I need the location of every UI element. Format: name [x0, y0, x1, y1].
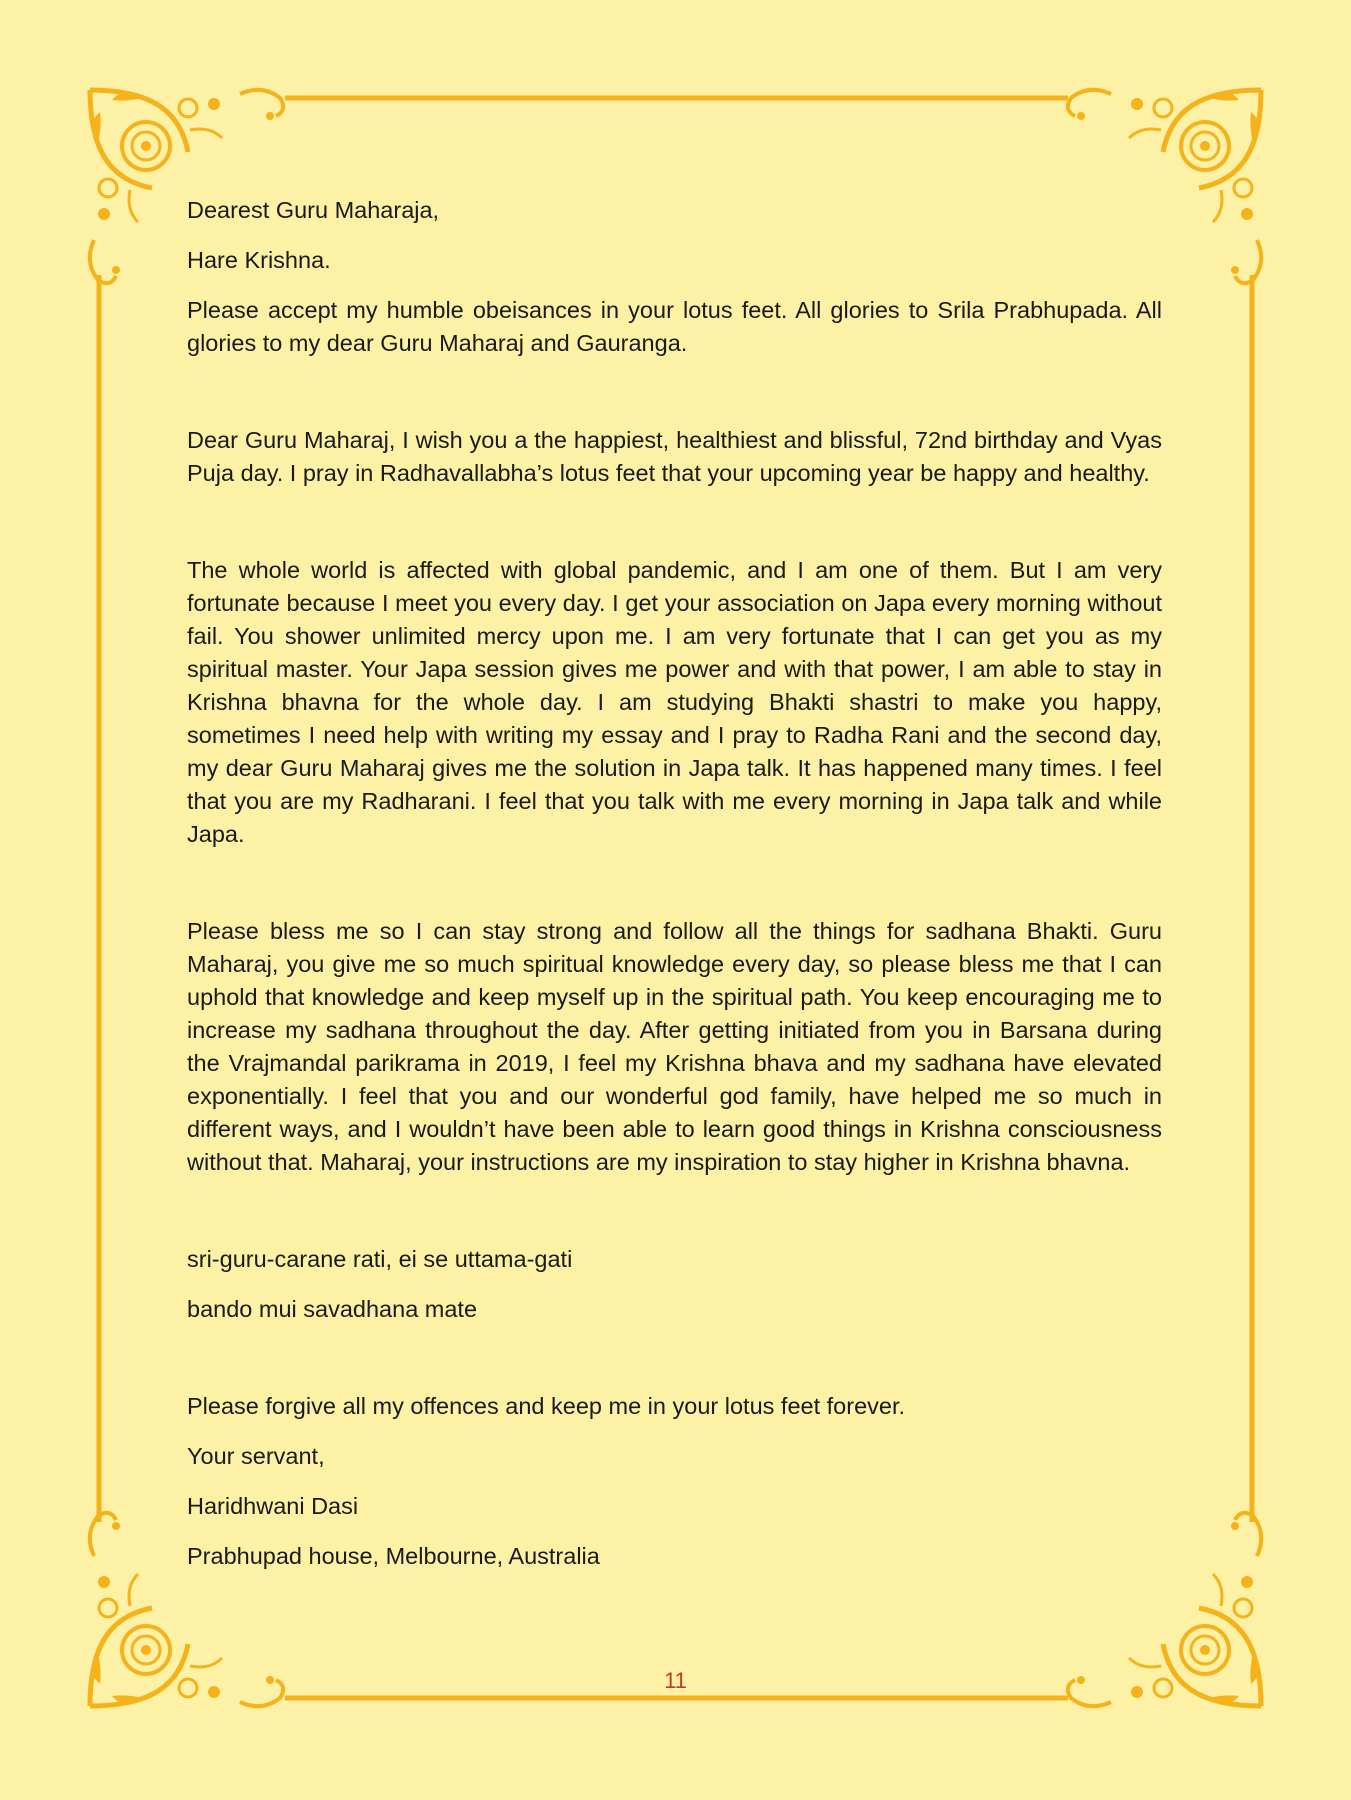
closing-request: Please forgive all my offences and keep me in your lotus feet forever.	[187, 1393, 906, 1419]
author-name: Haridhwani Dasi	[187, 1493, 359, 1519]
obeisances: Please accept my humble obeisances in your lotus feet. All glories to Srila Prabhupada. All glories to my dear Guru Maharaj and Gauranga.	[187, 297, 1162, 356]
salutation: Dearest Guru Maharaja,	[187, 197, 440, 223]
verse-line-1: sri-guru-carane rati, ei se uttama-gati	[187, 1246, 573, 1272]
paragraph-blessings: Please bless me so I can stay strong and follow all the things for sadhana Bhakti. Guru Maharaj, you give me so much spiritual knowledge every day, so please bless me that I can uphold that knowledge and keep myself up in the spiritual path. You keep encouraging me to increase my sadhana throughout the day. After getting initiated from you in Barsana during the Vrajmandal parikrama in 2019, I feel my Krishna bhava and my sadhana have elevated exponentially. I feel that you and our wonderful god family, have helped me so much in different ways, and I wouldn’t have been able to learn good things in Krishna consciousness without that. Maharaj, your instructions are my inspiration to stay higher in Krishna bhavna.	[187, 918, 1162, 1175]
paragraph-gratitude: The whole world is affected with global pandemic, and I am one of them. But I am very fortunate because I meet you every day. I get your association on Japa every morning without fail. You shower unlimited mercy upon me. I am very fortunate that I can get you as my spiritual master. Your Japa session gives me power and with that power, I am able to stay in Krishna bhavna for the whole day. I am studying Bhakti shastri to make you happy, sometimes I need help with writing my essay and I pray to Radha Rani and the second day, my dear Guru Maharaj gives me the solution in Japa talk. It has happened many times. I feel that you are my Radharani. I feel that you talk with me every morning in Japa talk and while Japa.	[187, 557, 1162, 847]
letter-body	[187, 194, 1162, 1573]
greeting: Hare Krishna.	[187, 247, 331, 273]
signoff: Your servant,	[187, 1443, 325, 1469]
author-location: Prabhupad house, Melbourne, Australia	[187, 1543, 600, 1569]
page-number: 11	[664, 1668, 687, 1693]
verse-line-2: bando mui savadhana mate	[187, 1296, 478, 1322]
paragraph-birthday-wishes: Dear Guru Maharaj, I wish you a the happiest, healthiest and blissful, 72nd birthday and Vyas Puja day. I pray in Radhavallabha’s lotus feet that your upcoming year be happy and healthy.	[187, 427, 1162, 486]
